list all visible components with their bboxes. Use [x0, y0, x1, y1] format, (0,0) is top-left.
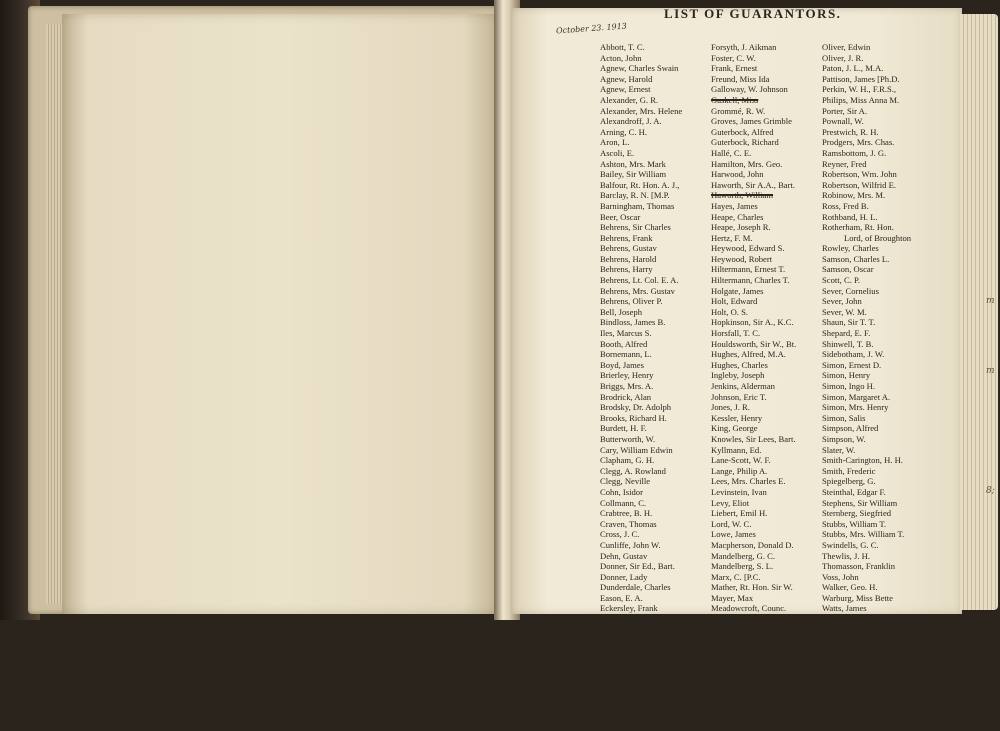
guarantor-entry: Oliver, Edwin: [822, 42, 871, 52]
guarantor-entry: Alexander, Mrs. Helene: [600, 105, 683, 116]
guarantor-entry: Dean of Manchester: [844, 624, 914, 635]
guarantor-entry: Briggs, Mrs. A.: [600, 381, 654, 391]
guarantor-entry: Marx, C. [P.C.: [711, 571, 761, 582]
guarantor-entry: Youatt, John: [822, 698, 866, 709]
guarantor-entry: Abbott, T. C.: [600, 42, 645, 52]
guarantor-entry: Bell, Joseph: [600, 306, 643, 317]
guarantor-entry: Forsyth, J. Aikman: [711, 42, 777, 52]
guarantor-entry: Lord, of Broughton: [844, 232, 912, 243]
guarantor-entry: Simpson, W.: [822, 433, 866, 444]
struck-guarantor-entry: Haworth, William: [711, 190, 774, 201]
guarantor-entry: Clegg, Neville: [600, 476, 651, 487]
guarantor-entry: Warburg, Miss Bette: [822, 592, 893, 603]
guarantor-entry: Walker, Geo. H.: [822, 582, 878, 593]
guarantor-entry: Samson, Charles L.: [822, 253, 890, 264]
guarantor-entry: Forrester, Peter: [600, 709, 653, 720]
guarantor-entry: Behrens, Lt. Col. E. A.: [600, 275, 679, 286]
guarantor-entry: Sever, W. M.: [822, 306, 867, 317]
guarantor-entry: Alexandroff, J. A.: [600, 116, 662, 127]
guarantor-entry: Donner, Lady: [600, 571, 648, 582]
guarantor-entry: Collmann, C.: [600, 497, 647, 508]
guarantor-entry: Paton, J. L., M.A.: [822, 63, 884, 74]
guarantor-entry: Harwood, John: [711, 169, 764, 180]
guarantor-entry: Ramsbottom, J. G.: [822, 147, 887, 158]
guarantor-entry: Dunderdale, Charles: [600, 582, 671, 593]
guarantor-entry: Holt, Edward: [711, 296, 758, 307]
guarantor-entry: Horsfall, T. C.: [711, 328, 761, 339]
guarantor-entry: Pattison, James [Ph.D.: [822, 73, 900, 84]
guarantor-entry: Edgar, R. A.: [600, 645, 643, 656]
guarantor-entry: Cohn, Isidor: [600, 486, 643, 497]
names-column-2: [711, 42, 796, 720]
guarantor-entry: Balfour, Rt. Hon. A. J.,: [600, 179, 680, 190]
guarantor-entry: Morreau, M.: [711, 635, 755, 646]
guarantor-entry: Bailey, Sir William: [600, 169, 667, 180]
guarantor-entry: Spiegelberg, G.: [822, 476, 876, 487]
guarantor-entry: Scott, C. P.: [822, 275, 860, 286]
guarantor-entry: Galloway, W. Johnson: [711, 84, 788, 95]
guarantor-entry: Guterbock, Alfred: [711, 126, 774, 137]
guarantor-entry: Simon, Mrs. Henry: [822, 402, 889, 413]
guarantor-entry: Stubbs, Mrs. William T.: [822, 529, 905, 540]
guarantor-entry: Stubbs, William T.: [822, 518, 887, 529]
guarantor-entry: Behrens, Frank: [600, 232, 653, 243]
guarantor-entry: Sidebotham, J. W.: [822, 349, 885, 360]
guarantor-entry: Brierley, Henry: [600, 370, 654, 381]
guarantor-entry: Sever, John: [822, 296, 862, 307]
guarantor-entry: Eason, E. A.: [600, 592, 643, 603]
guarantor-entry: Arning, C. H.: [600, 126, 648, 137]
guarantor-entry: Simon, Henry: [822, 370, 871, 381]
guarantor-entry: Forsyth, Algernon: [600, 720, 663, 730]
guarantor-entry: Heywood, Robert: [711, 253, 773, 264]
guarantor-entry: Butterworth, W.: [600, 433, 656, 444]
guarantor-entry: Jenkins, Alderman: [711, 381, 775, 391]
guarantor-entry: Ross, Fred B.: [822, 200, 869, 211]
guarantor-entry: Simon, Salis: [822, 412, 866, 423]
guarantor-entry: Shepard, E. F.: [822, 328, 871, 339]
guarantor-entry: Behrens, Gustav: [600, 243, 657, 254]
guarantor-entry: Mandelberg, S. L.: [711, 561, 774, 572]
guarantor-entry: Heape, Charles: [711, 211, 764, 222]
guarantor-entry: Bindloss, James B.: [600, 317, 666, 328]
guarantor-entry: Acton, John: [600, 52, 642, 63]
guarantor-entry: Hallé, C. E.: [711, 147, 752, 158]
guarantor-entry: Sever, Cornelius: [822, 285, 879, 296]
guarantor-entry: of Oldham.: [622, 677, 662, 688]
guarantor-entry: Hughes, Charles: [711, 359, 768, 370]
guarantor-entry: Boyd, James: [600, 359, 644, 370]
guarantor-entry: Donner, Sir Ed., Bart.: [600, 561, 675, 572]
guarantor-entry: Moseley, David: [711, 656, 766, 667]
guarantor-entry: Freund, Miss Ida: [711, 73, 770, 84]
guarantor-entry: Voss, John: [822, 571, 859, 582]
guarantor-entry: Ingleby, Joseph: [711, 370, 765, 381]
guarantor-entry: Alexander, G. R.: [600, 94, 659, 105]
guarantor-entry: Robinow, Mrs. M.: [822, 190, 886, 201]
guarantor-entry: Samson, Oscar: [822, 264, 874, 275]
guarantor-entry: Hayes, James: [711, 200, 758, 211]
guarantor-entry: Heape, Joseph R.: [711, 222, 771, 233]
guarantor-entry: Stephens, Sir William: [822, 497, 898, 508]
guarantor-entry: King, George: [711, 423, 758, 434]
guarantor-entry: Holt, O. S.: [711, 306, 749, 317]
guarantor-entry: Heywood, Edward S.: [711, 243, 785, 254]
guarantor-entry: Eckhard, Gustav: [600, 624, 658, 635]
guarantor-entry: Craven, Thomas: [600, 518, 657, 529]
guarantor-entry: Pownall, W.: [822, 116, 864, 127]
guarantor-entry: Rowley, Charles: [822, 243, 879, 254]
guarantor-entry: Mather, Rt. Hon. Sir W.: [711, 582, 793, 593]
guarantor-entry: Smith-Carington, H. H.: [822, 455, 903, 466]
guarantor-entry: Oliver, J. R.: [822, 52, 864, 63]
guarantor-entry: Cross, J. C.: [600, 529, 640, 540]
guarantor-entry: Haworth, Sir A.A., Bart.: [711, 179, 796, 190]
margin-mark: m: [986, 366, 995, 376]
guarantor-entry: Cary, William Edwin: [600, 444, 673, 455]
guarantor-entry: Simon, Ingo H.: [822, 381, 875, 391]
guarantor-entry: Hiltermann, Charles T.: [711, 275, 790, 286]
page-title: LIST OF GUARANTORS.: [664, 6, 842, 21]
guarantor-entry: Eckersley, William: [600, 614, 666, 625]
guarantor-entry: Westendarp, G.: [822, 645, 876, 656]
guarantor-entry: Eckersley, Frank: [600, 603, 658, 614]
guarantor-entry: Eckhard, Mrs. G.: [600, 635, 660, 646]
guarantor-entry: Kessler, Henry: [711, 412, 763, 423]
guarantor-entry: Aron, L.: [600, 137, 630, 148]
guarantor-entry: Clegg, A. Rowland: [600, 465, 666, 476]
guarantor-entry: Prodgers, Mrs. Chas.: [822, 137, 895, 148]
guarantor-entry: Dehn, Gustav: [600, 550, 648, 561]
guarantor-entry: Zimmern, F.: [822, 709, 865, 720]
guarantor-entry: Agnew, Charles Swain: [600, 63, 679, 74]
guarantor-entry: Hamilton, Mrs. Geo.: [711, 158, 783, 169]
guarantor-entry: Kyllmann, Ed.: [711, 444, 762, 455]
guarantor-entry: Jones, J. R.: [711, 402, 750, 413]
guarantor-entry: Agnew, Ernest: [600, 84, 651, 95]
right-page-edges: [960, 14, 998, 610]
guarantor-entry: Ascoli, E.: [600, 147, 635, 158]
guarantors-list: [555, 6, 940, 730]
guarantor-entry: Murray, George R.: [711, 677, 776, 688]
guarantor-entry: Shinwell, T. B.: [822, 338, 874, 349]
guarantor-entry: Barningham, Thomas: [600, 200, 675, 211]
guarantor-entry: Welsh, W.: [822, 635, 857, 646]
guarantor-entry: Knowles, Sir Lees, Bart.: [711, 433, 796, 444]
margin-mark: 8;: [986, 486, 995, 496]
guarantor-entry: Lange, Philip A.: [711, 465, 768, 476]
guarantor-entry: Robertson, Wilfrid E.: [822, 179, 896, 190]
guarantor-entry: Levy, Eliot: [711, 497, 750, 508]
guarantor-entry: Rotherham, Rt. Hon.: [822, 222, 894, 233]
guarantor-entry: Simon, Margaret A.: [822, 391, 891, 402]
guarantor-entry: Brooks, Richard H.: [600, 412, 667, 423]
guarantor-entry: Swindells, G. C.: [822, 539, 879, 550]
guarantor-entry: Johnson, Eric T.: [711, 391, 767, 402]
guarantor-entry: Lees, Mrs. Charles E.: [711, 476, 786, 487]
guarantor-entry: Brodsky, Dr. Adolph: [600, 402, 672, 413]
guarantor-entry: Miller, Charles James: [711, 624, 786, 635]
guarantor-entry: Welldon, Rt. Rev. Bishop: [822, 614, 910, 625]
handwritten-date: October 23. 1913: [555, 21, 628, 36]
guarantor-entry: Lowe, James: [711, 529, 756, 540]
guarantor-entry: Nordlinger, Selmar: [711, 698, 778, 709]
guarantor-entry: Robertson, Wm. John: [822, 169, 897, 180]
guarantor-entry: Hiltermann, Ernest T.: [711, 264, 786, 275]
guarantor-entry: Houldsworth, Sir W., Bt.: [711, 338, 797, 349]
guarantor-entry: Rothband, H. L.: [822, 211, 878, 222]
guarantor-entry: Hertz, F. M.: [711, 232, 753, 243]
guarantor-entry: Lane-Scott, W. F.: [711, 455, 771, 466]
guarantor-entry: Holgate, James: [711, 285, 764, 296]
guarantor-entry: Thomasson, Franklin: [822, 561, 896, 572]
guarantor-entry: Behrens, Sir Charles: [600, 222, 671, 233]
guarantor-entry: Meadowcroft, Counc.: [711, 603, 787, 614]
guarantor-entry: Cunliffe, John W.: [600, 539, 661, 550]
guarantor-entry: Morris, H. N.: [711, 645, 758, 656]
guarantor-entry: Behrens, Harry: [600, 264, 653, 275]
guarantor-entry: Porter, Sir A.: [822, 105, 868, 116]
guarantor-entry: Burdett, H. F.: [600, 423, 647, 434]
guarantor-entry: Groves, James Grimble: [711, 116, 792, 127]
guarantor-entry: Emmott, Rt. Hon. Lord,: [600, 667, 683, 678]
guarantor-entry: Behrens, Harold: [600, 253, 657, 264]
guarantor-entry: Ashton, Mrs. Mark: [600, 158, 666, 169]
guarantor-entry: Frank, Ernest: [711, 63, 758, 74]
guarantor-entry: Levinstein, Ivan: [711, 486, 767, 497]
guarantor-entry: Finnigan, William: [600, 688, 663, 699]
margin-mark: m: [986, 296, 995, 306]
guarantor-entry: Brodrick, Alan: [600, 391, 652, 402]
guarantor-entry: Barclay, R. N. [M.P.: [600, 190, 670, 201]
guarantor-entry: Melland, W.: [711, 614, 754, 625]
guarantor-entry: Simpson, Alfred: [822, 423, 879, 434]
guarantor-entry: Flohr, John: [600, 698, 639, 709]
guarantor-entry: Foster, C. W.: [711, 52, 756, 63]
left-blank-page: [62, 14, 498, 614]
guarantor-entry: Iles, Marcus S.: [600, 328, 652, 339]
guarantor-entry: Perkin, W. H., F.R.S.,: [822, 84, 897, 95]
guarantor-entry: Mandelberg, G. C.: [711, 550, 776, 561]
guarantor-entry: Simon, Ernest D.: [822, 359, 882, 370]
guarantor-entry: Watts, James: [822, 603, 867, 614]
guarantor-entry: Thewlis, J. H.: [822, 550, 870, 561]
guarantor-entry: Liebert, Emil H.: [711, 508, 768, 519]
guarantor-entry: Woolley, Hermann: [822, 656, 887, 667]
guarantor-entry: Nasmith, J. W.: [711, 688, 762, 699]
names-column-3: [822, 42, 914, 720]
guarantor-entry: Beer, Oscar: [600, 211, 641, 222]
guarantor-entry: Philips, Miss Anna M.: [822, 94, 900, 105]
guarantor-entry: Shaun, Sir T. T.: [822, 317, 876, 328]
struck-guarantor-entry: Gaskell, Miss: [711, 94, 759, 105]
guarantor-entry: Grommé, R. W.: [711, 105, 766, 116]
guarantor-entry: Reyner, Fred: [822, 158, 867, 169]
guarantor-entry: Behrens, Mrs. Gustav: [600, 285, 675, 296]
guarantor-entry: Worthington, A. H.: [822, 667, 888, 678]
guarantor-entry: Prestwich, R. H.: [822, 126, 879, 137]
guarantor-entry: Macpherson, Donald D.: [711, 539, 794, 550]
guarantor-entry: Guterbock, Richard: [711, 137, 779, 148]
guarantor-entry: Crabtree, B. H.: [600, 508, 653, 519]
guarantor-entry: Sternberg, Siegfried: [822, 508, 892, 519]
guarantor-entry: Elverston, Sir H., M.P.: [600, 656, 678, 667]
guarantor-entry: Nuttall, Harry, M.P.: [711, 709, 779, 720]
guarantor-entry: Lord, W. C.: [711, 518, 752, 529]
guarantor-entry: Smith, Frederic: [822, 465, 876, 476]
guarantor-entry: Hughes, Alfred, M.A.: [711, 349, 786, 360]
guarantor-entry: Moxon, Thomas B.: [711, 667, 778, 678]
names-column-1: [600, 42, 682, 731]
guarantor-entry: Worthington, W. B.: [822, 677, 889, 688]
guarantor-entry: Behrens, Oliver P.: [600, 296, 663, 307]
guarantor-entry: Slater, W.: [822, 444, 856, 455]
guarantor-entry: Mayer, Max: [711, 592, 754, 603]
guarantor-entry: Yates, Harry: [822, 688, 866, 699]
guarantor-entry: Agnew, Harold: [600, 73, 653, 84]
guarantor-entry: Booth, Alfred: [600, 338, 648, 349]
guarantor-entry: Hopkinson, Sir A., K.C.: [711, 317, 794, 328]
guarantor-entry: Clapham, G. H.: [600, 455, 655, 466]
guarantor-entry: Steinthal, Edgar F.: [822, 486, 886, 497]
guarantor-entry: Bornemann, L.: [600, 349, 652, 360]
